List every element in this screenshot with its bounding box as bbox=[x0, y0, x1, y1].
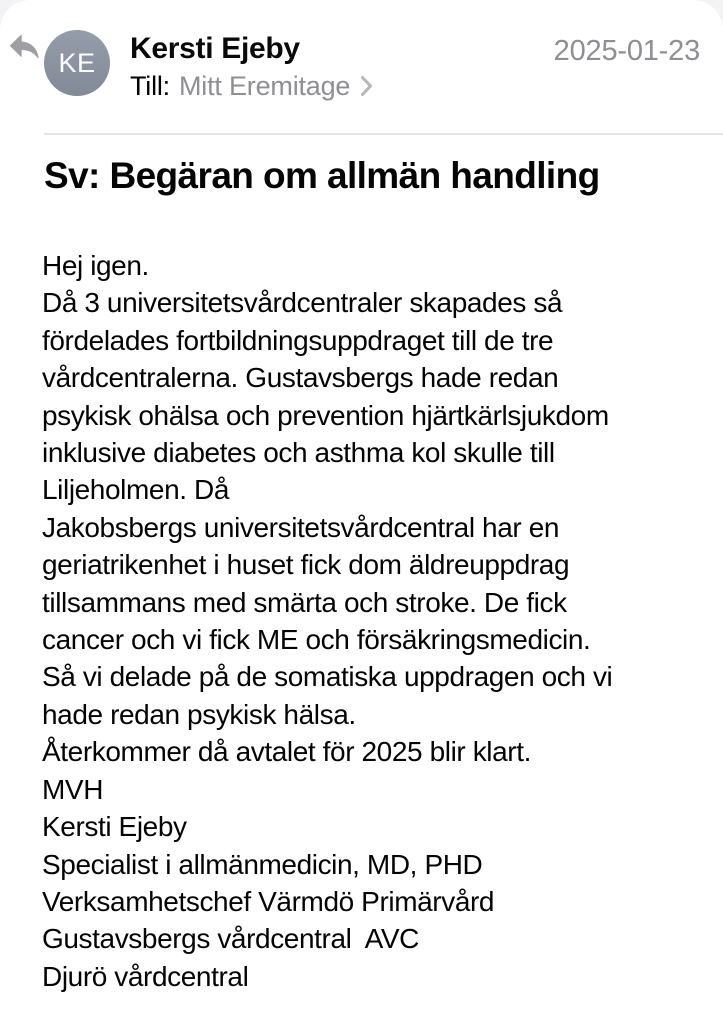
recipient-row[interactable] bbox=[130, 70, 373, 102]
message-date: 2025-01-23 bbox=[553, 35, 700, 67]
header-divider bbox=[44, 133, 723, 135]
recipient-name[interactable]: Mitt Eremitage bbox=[179, 71, 351, 101]
message-body: Hej igen. Då 3 universitetsvårdcentraler skapades så fördelades fortbildningsuppdraget till de tre vårdcentralerna. Gustavsbergs hade redan psykisk ohälsa och prevention hjärtkärlsjukdom inklusive diabetes och asthma kol skulle till Liljeholmen. Då Jakobsbergs universitetsvårdcentral har en geriatrikenhet i huset fick dom äldreuppdrag tillsammans med smärta och stroke. De fick cancer och vi fick ME och försäkringsmedicin. Så vi delade på de somatiska uppdragen och vi hade redan psykisk hälsa. Återkommer då avtalet för 2025 blir klart. MVH Kersti Ejeby Specialist i allmänmedicin, MD, PHD Verksamhetschef Värmdö Primärvård Gustavsbergs vårdcentral AVC Djurö vårdcentral bbox=[42, 250, 613, 992]
subject-line: Sv: Begäran om allmän handling bbox=[44, 155, 600, 196]
avatar-initials: KE bbox=[58, 47, 96, 78]
sender-name: Kersti Ejeby bbox=[130, 32, 300, 65]
chevron-right-icon bbox=[360, 75, 373, 97]
sender-avatar[interactable] bbox=[44, 30, 110, 96]
replied-arrow-icon bbox=[9, 33, 41, 60]
to-label: Till: bbox=[130, 71, 170, 101]
